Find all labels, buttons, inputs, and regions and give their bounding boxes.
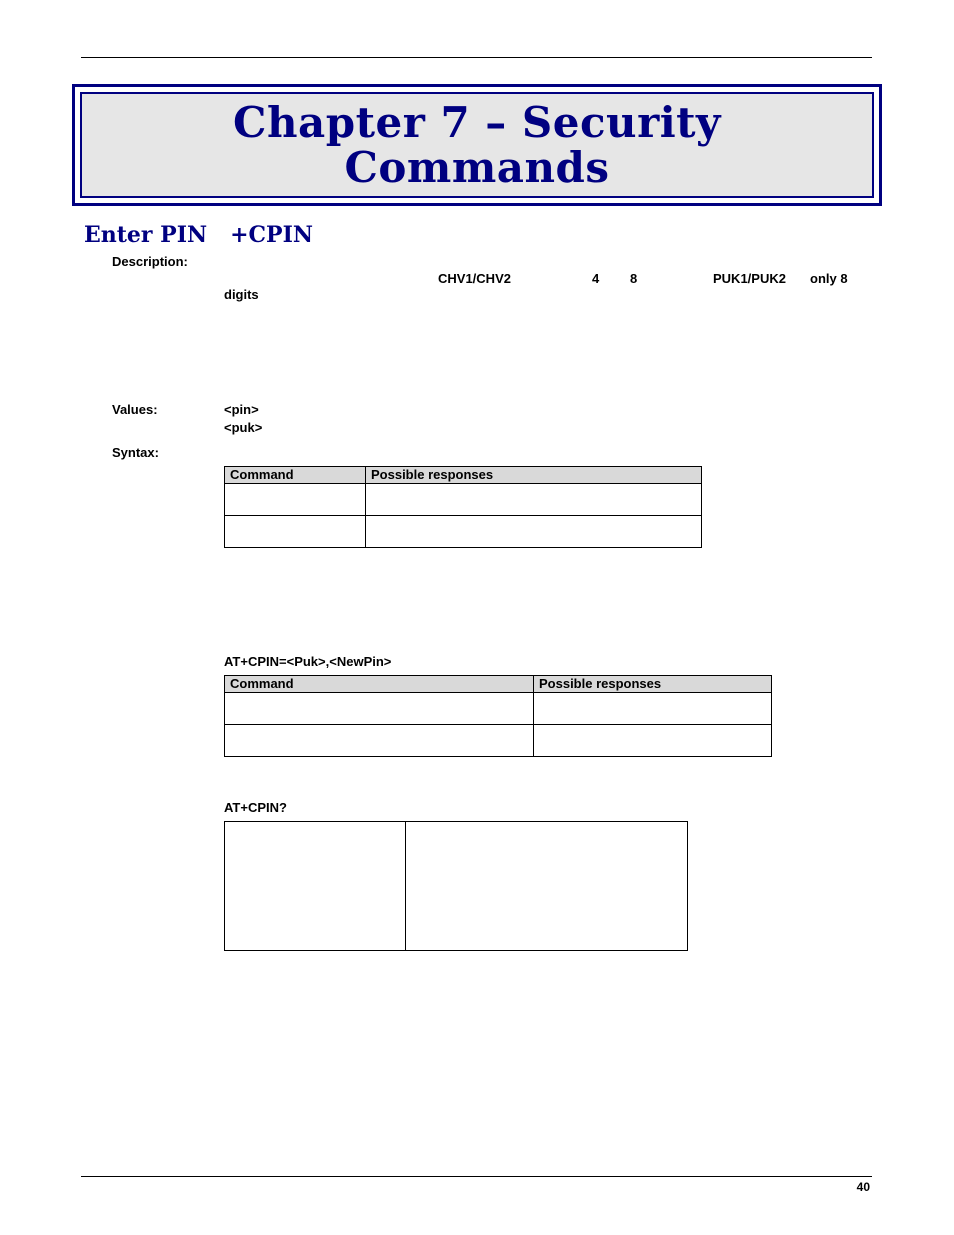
description-label: Description:: [112, 254, 188, 269]
chapter-title-line1: Chapter 7 – Security: [233, 98, 721, 147]
header-command: Command: [225, 676, 534, 693]
page-number: 40: [856, 1180, 870, 1194]
syntax-table: [224, 466, 702, 548]
description-fragment-max-digits: 8: [630, 271, 638, 286]
chapter-banner-inner: [80, 92, 874, 198]
table-row: [225, 725, 772, 757]
description-fragment-only8: only 8: [810, 271, 848, 286]
header-rule: [81, 57, 872, 58]
puk-command-label: AT+CPIN=<Puk>,<NewPin>: [224, 654, 392, 669]
description-fragment-min-digits: 4: [592, 271, 600, 286]
table-row: [225, 484, 702, 516]
value-pin: <pin>: [224, 402, 259, 417]
syntax-label: Syntax:: [112, 445, 159, 460]
values-label: Values:: [112, 402, 158, 417]
section-heading: Enter PIN +CPIN: [84, 222, 313, 248]
chapter-title-line2: Commands: [344, 143, 610, 192]
chapter-title: [233, 100, 721, 190]
table-cell: [225, 484, 366, 516]
chapter-banner: [72, 84, 882, 206]
puk-table: [224, 675, 772, 757]
table-cell: [225, 693, 534, 725]
header-possible-responses: Possible responses: [534, 676, 772, 693]
table-cell: [366, 484, 702, 516]
table-cell: [225, 822, 406, 951]
description-fragment-puk: PUK1/PUK2: [713, 271, 786, 286]
value-puk: <puk>: [224, 420, 263, 435]
footer-rule: [81, 1176, 872, 1177]
table-cell: [225, 725, 534, 757]
table-header-row: [225, 467, 702, 484]
description-fragment-digits: digits: [224, 287, 259, 302]
table-cell: [366, 516, 702, 548]
table-header-row: [225, 676, 772, 693]
query-command-label: AT+CPIN?: [224, 800, 287, 815]
table-row: [225, 822, 688, 951]
header-command: Command: [225, 467, 366, 484]
header-possible-responses: Possible responses: [366, 467, 702, 484]
table-cell: [406, 822, 688, 951]
table-cell: [225, 516, 366, 548]
query-table: [224, 821, 688, 951]
table-cell: [534, 725, 772, 757]
table-cell: [534, 693, 772, 725]
table-row: [225, 516, 702, 548]
table-row: [225, 693, 772, 725]
description-fragment-chv: CHV1/CHV2: [438, 271, 511, 286]
